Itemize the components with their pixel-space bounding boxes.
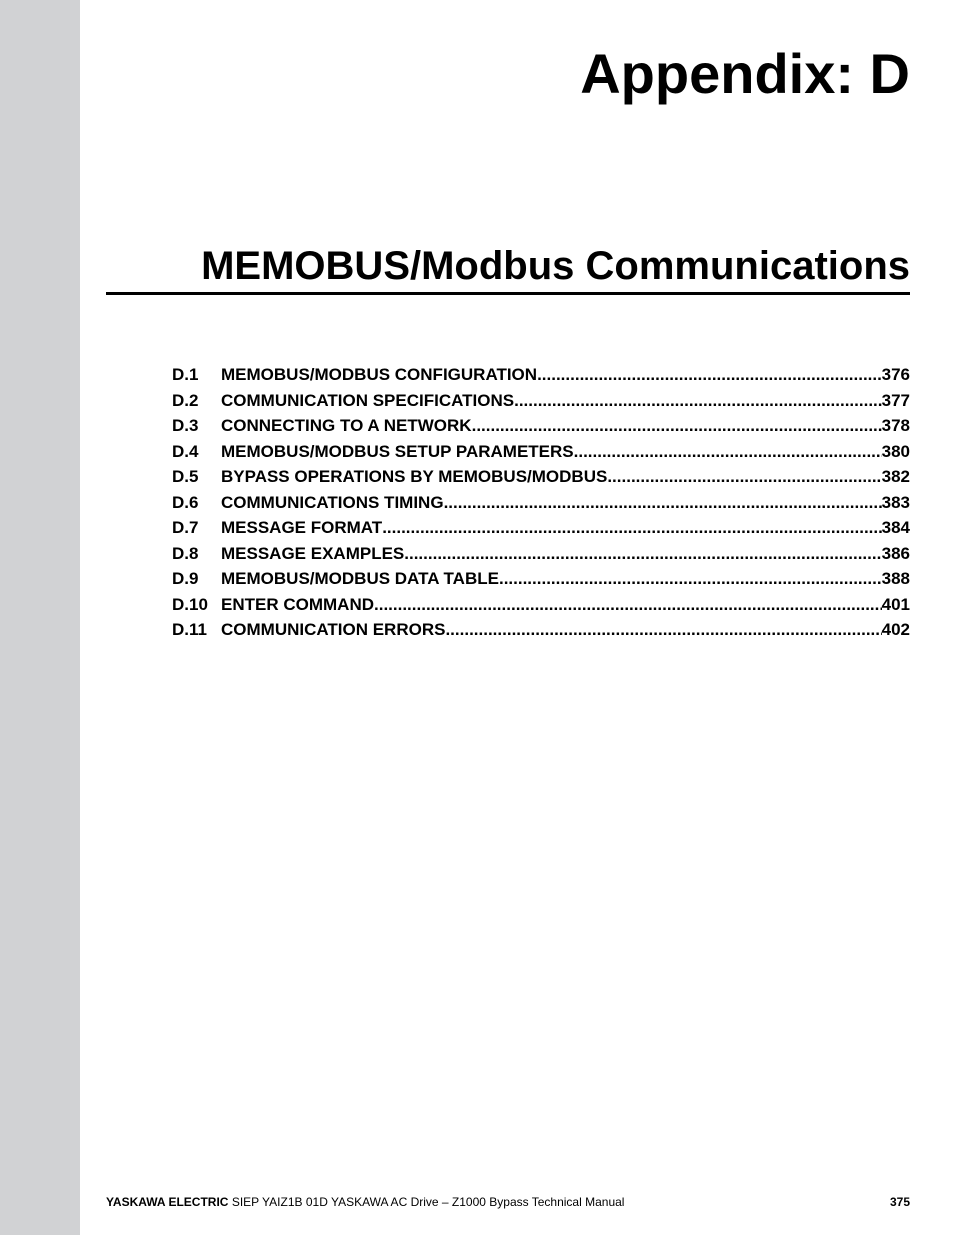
toc-page-number: 402	[881, 620, 910, 639]
toc-section-title: COMMUNICATIONS TIMING	[221, 492, 444, 512]
toc-entry-d7[interactable]	[172, 518, 910, 544]
side-margin-bar	[0, 0, 80, 1235]
toc-section-title: COMMUNICATION SPECIFICATIONS	[221, 390, 515, 410]
table-of-contents	[172, 365, 910, 646]
toc-page-number: 386	[881, 543, 910, 563]
toc-section-number: D.2	[172, 390, 199, 410]
toc-leader-dots	[444, 493, 882, 513]
toc-section-title: ENTER COMMAND	[221, 594, 374, 614]
toc-leader-dots	[499, 569, 882, 589]
toc-entry-d5[interactable]	[172, 467, 910, 493]
chapter-title: MEMOBUS/Modbus Communications	[201, 244, 910, 288]
toc-page-number: 376	[881, 365, 910, 384]
toc-leader-dots	[404, 544, 881, 564]
toc-leader-dots	[472, 416, 882, 436]
toc-section-number: D.8	[172, 543, 199, 563]
toc-section-title: MEMOBUS/MODBUS DATA TABLE	[221, 569, 499, 588]
toc-page-number: 383	[881, 492, 910, 512]
toc-page-number: 401	[881, 594, 910, 614]
toc-entry-d2[interactable]	[172, 391, 910, 417]
toc-leader-dots	[374, 595, 882, 615]
title-underline	[106, 292, 910, 295]
toc-leader-dots	[514, 391, 882, 411]
toc-entry-d10[interactable]	[172, 595, 910, 621]
toc-section-title: MESSAGE EXAMPLES	[221, 543, 405, 563]
toc-section-title: MEMOBUS/MODBUS CONFIGURATION	[221, 365, 538, 384]
footer-page-number: 375	[889, 1195, 910, 1209]
toc-section-title: MESSAGE FORMAT	[221, 518, 383, 537]
toc-page-number: 384	[881, 518, 910, 537]
toc-section-number: D.6	[172, 492, 199, 512]
toc-section-number: D.3	[172, 416, 199, 435]
toc-section-number: D.4	[172, 441, 199, 461]
toc-section-number: D.7	[172, 518, 199, 537]
toc-section-title: COMMUNICATION ERRORS	[221, 620, 446, 639]
footer-manual-title: SIEP YAIZ1B 01D YASKAWA AC Drive – Z1000 Bypass Technical Manual	[231, 1195, 625, 1209]
toc-leader-dots	[607, 467, 881, 487]
toc-leader-dots	[382, 518, 881, 538]
toc-section-number: D.1	[172, 365, 199, 384]
toc-entry-d11[interactable]	[172, 620, 910, 646]
toc-section-number: D.10	[172, 594, 208, 614]
footer-brand: YASKAWA ELECTRIC	[106, 1195, 229, 1209]
toc-section-number: D.9	[172, 569, 199, 588]
toc-entry-d8[interactable]	[172, 544, 910, 570]
toc-page-number: 388	[881, 569, 910, 588]
appendix-title: Appendix: D	[580, 42, 910, 105]
toc-entry-d4[interactable]	[172, 442, 910, 468]
toc-page-number: 382	[881, 467, 910, 486]
page-footer	[106, 1195, 910, 1209]
toc-entry-d3[interactable]	[172, 416, 910, 442]
toc-entry-d6[interactable]	[172, 493, 910, 519]
toc-leader-dots	[537, 365, 882, 385]
toc-section-title: MEMOBUS/MODBUS SETUP PARAMETERS	[221, 441, 574, 461]
toc-page-number: 377	[881, 390, 910, 410]
toc-entry-d1[interactable]	[172, 365, 910, 391]
toc-leader-dots	[445, 620, 881, 640]
toc-section-number: D.5	[172, 467, 199, 486]
toc-section-title: CONNECTING TO A NETWORK	[221, 416, 472, 435]
toc-section-title: BYPASS OPERATIONS BY MEMOBUS/MODBUS	[221, 467, 608, 486]
toc-page-number: 380	[881, 441, 910, 461]
toc-entry-d9[interactable]	[172, 569, 910, 595]
toc-section-number: D.11	[172, 620, 207, 639]
toc-leader-dots	[574, 442, 882, 462]
toc-page-number: 378	[881, 416, 910, 435]
